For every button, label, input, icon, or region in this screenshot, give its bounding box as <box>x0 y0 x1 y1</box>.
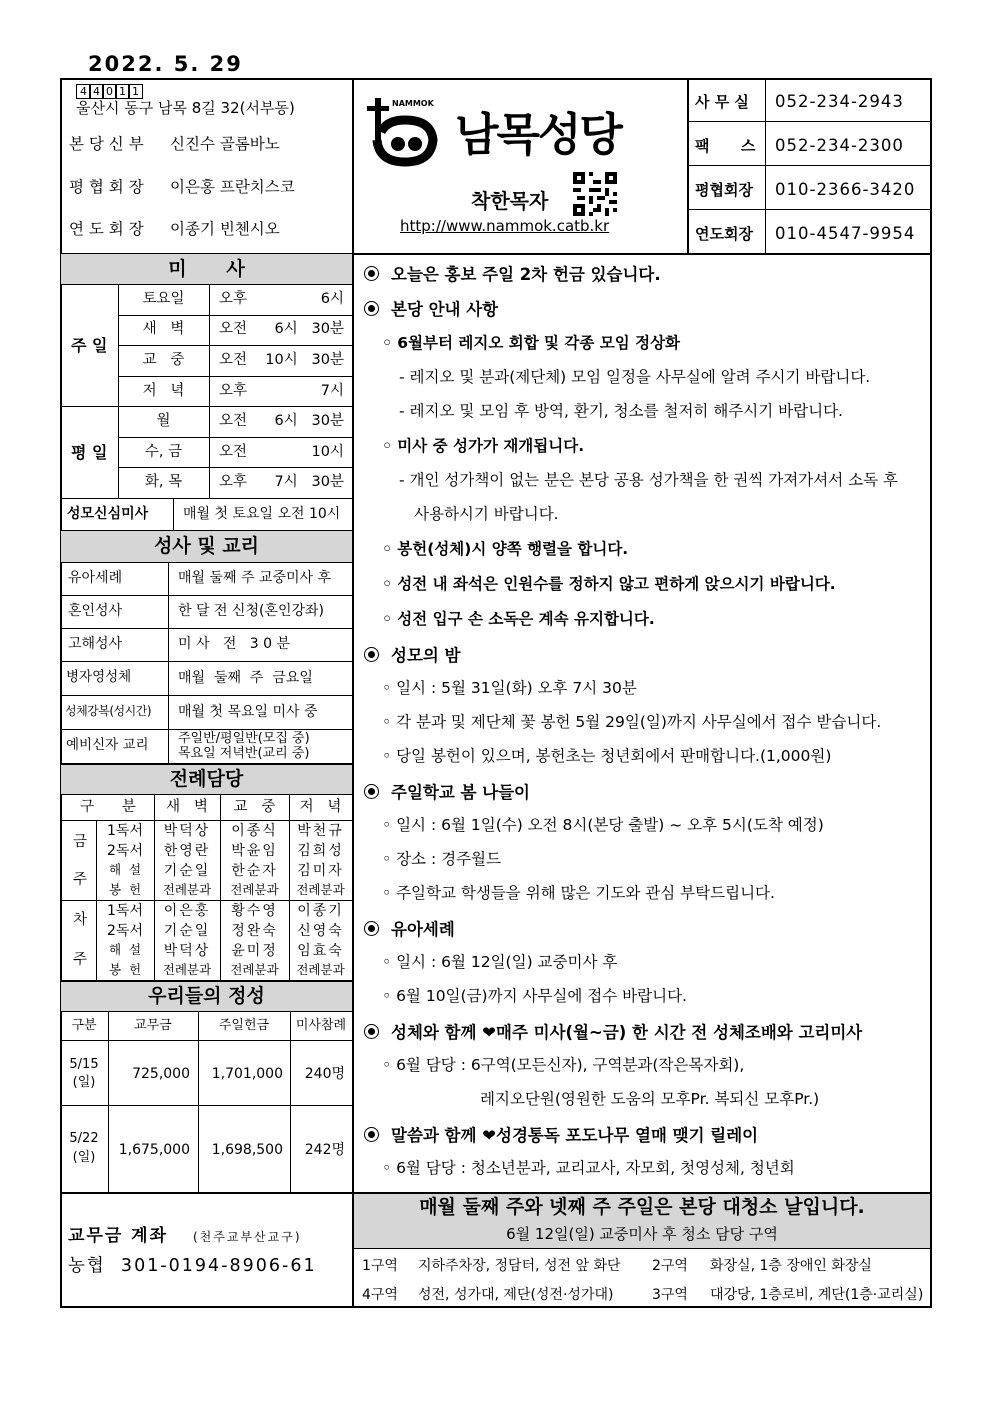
offerings-header: 주일헌금 <box>218 1018 270 1033</box>
notice-item: ◦ 장소 : 경주월드 <box>382 850 501 868</box>
notice-detail: 레지오단원(영원한 도움의 모후Pr. 복되신 모후Pr.) <box>480 1090 820 1108</box>
offerings-header: 교무금 <box>134 1018 172 1033</box>
liturgy-person: 기순일 <box>163 863 211 879</box>
liturgy-role: 1독서 <box>107 903 143 919</box>
weekday-label: 평 일 <box>71 443 108 462</box>
cleaning-place: 성전, 성가대, 제단(성전·성가대) <box>418 1287 614 1303</box>
account-label: 교무금 계좌 <box>68 1226 169 1246</box>
liturgy-person: 박천규 <box>297 823 344 839</box>
liturgy-person: 신영숙 <box>297 923 344 939</box>
motto: 착한목자 <box>471 189 549 213</box>
contact-label: 팩 스 <box>695 137 756 155</box>
header-label: 연 도 회 장 <box>69 220 144 238</box>
liturgy-role: 해 설 <box>108 862 142 877</box>
offerings-header: 구분 <box>71 1018 97 1033</box>
mass-time: 10시 <box>311 444 344 460</box>
liturgy-person: 황수영 <box>231 903 278 919</box>
divider <box>60 1011 353 1012</box>
sacrament-label: 고해성사 <box>68 636 123 652</box>
liturgy-person: 전례분과 <box>230 882 279 897</box>
bullet-circle-icon <box>364 266 379 281</box>
notice-heading-text: 유아세례 <box>391 920 455 939</box>
liturgy-person: 한영란 <box>163 843 211 859</box>
liturgy-person: 이종식 <box>231 823 278 839</box>
notice-subitem: ◦ 6월부터 레지오 회합 및 각종 모임 정상화 <box>382 334 681 352</box>
offering-dues: 1,675,000 <box>118 1142 190 1158</box>
postal-digit: 4 <box>89 84 104 99</box>
mass-day: 토요일 <box>142 291 185 307</box>
notice-item: ◦ 6월 담당 : 6구역(모든신자), 구역분과(작은목자회), <box>382 1056 745 1074</box>
cleaning-place: 대강당, 1층로비, 계단(1층·교리실) <box>710 1287 924 1303</box>
account-number: 농협 301-0194-8906-61 <box>68 1256 317 1276</box>
liturgy-person: 정완숙 <box>231 923 278 939</box>
mass-day: 교 중 <box>142 352 185 368</box>
notice-heading <box>364 1024 862 1042</box>
divider <box>60 284 353 285</box>
notice-subitem: ◦ 봉헌(성체)시 양쪽 행렬을 합니다. <box>382 540 629 558</box>
offering-attendance: 240명 <box>304 1066 345 1082</box>
divider <box>687 121 932 122</box>
mass-section-title: 미 사 <box>61 254 352 284</box>
liturgy-header: 저 녁 <box>299 799 342 815</box>
marian-mass-label: 성모신심미사 <box>67 506 149 522</box>
mass-day: 화, 목 <box>144 474 183 490</box>
mass-time: 10시 30분 <box>265 352 344 368</box>
postal-digit: 0 <box>102 84 117 99</box>
mass-day: 새 벽 <box>142 321 185 337</box>
liturgy-header: 새 벽 <box>166 799 208 815</box>
mass-day: 수, 금 <box>144 444 183 460</box>
divider <box>198 1011 199 1192</box>
qr-code-icon <box>573 172 617 216</box>
sacrament-value: 목요일 저녁반(교리 중) <box>178 746 310 761</box>
liturgy-person: 전례분과 <box>296 882 345 897</box>
divider <box>118 345 353 346</box>
notice-heading-text: 성체와 함께 ❤매주 미사(월~금) 한 시간 전 성체조배와 고리미사 <box>391 1023 863 1042</box>
liturgy-person: 전례분과 <box>230 962 279 977</box>
notice-item: ◦ 각 분과 및 제단체 꽃 봉헌 5월 29일(일)까지 사무실에서 접수 받습니다. <box>382 713 882 731</box>
divider <box>118 376 353 377</box>
notice-item: ◦ 일시 : 6월 12일(일) 교중미사 후 <box>382 953 618 971</box>
mass-time: 6시 30분 <box>274 413 344 429</box>
sacrament-value: 매월 둘째 주 교중미사 후 <box>178 570 332 586</box>
divider <box>60 1105 353 1106</box>
account-sub: (천주교부산교구) <box>193 1230 302 1244</box>
liturgy-person: 전례분과 <box>162 882 212 897</box>
sacrament-value: 매월 둘째 주 금요일 <box>178 670 313 686</box>
bullet-circle-icon <box>364 1024 379 1039</box>
liturgy-person: 한순자 <box>231 863 278 879</box>
contact-number: 010-4547-9954 <box>775 224 916 243</box>
liturgy-person: 윤미정 <box>231 943 278 959</box>
offering-attendance: 242명 <box>304 1142 345 1158</box>
contact-number: 052-234-2300 <box>775 136 904 155</box>
liturgy-person: 박덕상 <box>163 823 211 839</box>
contact-number: 010-2366-3420 <box>775 180 916 199</box>
contact-number: 052-234-2943 <box>775 92 904 111</box>
offering-date: 5/15 <box>69 1057 99 1072</box>
notice-heading <box>364 301 498 319</box>
mass-ampm: 오후 <box>219 383 248 399</box>
notice-heading-text: 오늘은 홍보 주일 2차 헌금 있습니다. <box>391 265 661 284</box>
sacrament-value: 주일반/평일반(모집 중) <box>178 731 310 746</box>
offering-date: 5/22 <box>69 1131 99 1146</box>
divider <box>168 562 169 764</box>
bullet-circle-icon <box>364 921 379 936</box>
divider <box>290 1011 291 1192</box>
notice-heading-text: 주일학교 봄 나들이 <box>391 783 531 802</box>
liturgy-person: 임효숙 <box>297 943 344 959</box>
bullet-circle-icon <box>364 1127 379 1142</box>
liturgy-header: 구 분 <box>80 799 136 815</box>
notice-heading <box>364 921 455 939</box>
divider <box>60 900 353 901</box>
notice-item: ◦ 주일학교 학생들을 위해 많은 기도와 관심 부탁드립니다. <box>382 884 775 902</box>
notice-heading-text: 말씀과 함께 ❤성경통독 포도나무 열매 맺기 릴레이 <box>391 1126 759 1145</box>
mass-time: 6시 <box>320 291 344 307</box>
sacrament-label: 예비신자 교리 <box>66 737 149 753</box>
mass-day: 월 <box>156 413 171 429</box>
offering-collection: 1,698,500 <box>211 1142 283 1158</box>
contact-label: 평협회장 <box>695 181 753 199</box>
postal-digit: 4 <box>76 84 91 99</box>
liturgy-person: 김희성 <box>297 843 344 859</box>
this-week-label: 주 <box>73 872 88 888</box>
liturgy-header: 교 중 <box>233 799 276 815</box>
sunday-label: 주 일 <box>71 336 108 355</box>
sacrament-label: 혼인성사 <box>68 603 123 619</box>
offering-collection: 1,701,000 <box>211 1066 283 1082</box>
sacrament-label: 성체강복(성시간) <box>65 704 152 718</box>
divider <box>352 1248 932 1249</box>
divider <box>60 1192 353 1194</box>
divider <box>118 437 353 438</box>
divider <box>60 406 353 407</box>
next-week-label: 주 <box>73 952 88 968</box>
divider <box>765 78 766 254</box>
notice-item: ◦ 당일 봉헌이 있으며, 봉헌초는 청년회에서 판매합니다.(1,000원) <box>382 747 832 765</box>
liturgy-person: 기순일 <box>163 923 211 939</box>
offering-day: (일) <box>72 1075 96 1090</box>
divider <box>60 562 353 563</box>
mass-ampm: 오전 <box>219 444 248 460</box>
sacraments-section-title: 성사 및 교리 <box>61 531 352 562</box>
bulletin-date: 2022. 5. 29 <box>88 52 243 76</box>
divider <box>687 165 932 166</box>
divider <box>60 661 353 662</box>
offering-day: (일) <box>72 1150 96 1165</box>
cleaning-place: 화장실, 1층 장애인 화장실 <box>710 1258 872 1274</box>
header-value: 이은홍 프란치스코 <box>170 178 295 196</box>
liturgy-person: 박덕상 <box>163 943 211 959</box>
liturgy-person: 김미자 <box>297 863 344 879</box>
header-value: 이종기 빈첸시오 <box>170 220 280 238</box>
cleaning-place: 지하주차장, 정담터, 성전 앞 화단 <box>418 1258 621 1274</box>
divider <box>60 729 353 730</box>
divider <box>118 315 353 316</box>
divider <box>60 695 353 696</box>
divider <box>60 498 353 499</box>
notice-item: ◦ 6월 10일(금)까지 사무실에 접수 바랍니다. <box>382 987 687 1005</box>
divider <box>173 498 174 530</box>
divider <box>352 78 354 1308</box>
liturgy-role: 2독서 <box>107 843 143 859</box>
notice-heading-text: 본당 안내 사항 <box>391 300 499 319</box>
header-label: 본 당 신 부 <box>69 135 144 153</box>
marian-mass-value: 매월 첫 토요일 오전 10시 <box>183 506 341 522</box>
liturgy-role: 해 설 <box>108 942 142 957</box>
notice-heading-text: 성모의 밤 <box>391 646 461 665</box>
this-week-label: 금 <box>73 834 88 850</box>
cleaning-zone: 2구역 <box>652 1258 688 1274</box>
liturgy-role: 2독서 <box>107 923 143 939</box>
offerings-header: 미사참례 <box>295 1018 347 1033</box>
sacrament-value: 미 사 전 3 0 분 <box>178 636 290 652</box>
mass-ampm: 오후 <box>219 474 248 490</box>
notice-heading <box>364 1127 758 1145</box>
logo-small-text: NAMMOK <box>392 99 434 108</box>
liturgy-person: 이은홍 <box>163 903 211 919</box>
mass-time: 6시 30분 <box>274 321 344 337</box>
header-value: 신진수 골롬바노 <box>170 135 280 153</box>
church-name: 남목성당 <box>455 108 621 161</box>
liturgy-person: 이종기 <box>297 903 344 919</box>
mass-ampm: 오전 <box>219 321 248 337</box>
cleaning-zone: 1구역 <box>362 1258 398 1274</box>
contact-label: 사 무 실 <box>695 93 749 111</box>
sacrament-value: 매월 첫 목요일 미사 중 <box>178 704 318 720</box>
notice-heading <box>364 784 530 802</box>
notice-subitem: ◦ 성전 내 좌석은 인원수를 정하지 않고 편하게 앉으시기 바랍니다. <box>382 575 836 593</box>
mass-day: 저 녁 <box>142 383 185 399</box>
divider <box>60 820 353 821</box>
postal-digit: 1 <box>115 84 130 99</box>
notice-detail: 사용하시기 바랍니다. <box>414 505 559 523</box>
sacrament-label: 유아세례 <box>68 570 123 586</box>
liturgy-role: 봉 헌 <box>108 882 142 897</box>
notice-heading <box>364 647 461 665</box>
notice-item: ◦ 일시 : 5월 31일(화) 오후 7시 30분 <box>382 679 637 697</box>
next-week-label: 차 <box>73 912 88 928</box>
liturgy-person: 박윤임 <box>231 843 278 859</box>
notice-subitem: ◦ 성전 입구 손 소독은 계속 유지합니다. <box>382 610 655 628</box>
notice-detail: - 개인 성가책이 없는 분은 본당 공용 성가책을 한 권씩 가져가셔서 소독 후 <box>399 471 898 489</box>
bullet-circle-icon <box>364 301 379 316</box>
church-address: 울산시 동구 남목 8길 32(서부동) <box>76 99 295 117</box>
divider <box>118 467 353 468</box>
notice-detail: - 레지오 및 모임 후 방역, 환기, 청소를 철저히 해주시기 바랍니다. <box>399 402 843 420</box>
liturgy-role: 1독서 <box>107 823 143 839</box>
postal-digit: 1 <box>128 84 143 99</box>
header-label: 평 협 회 장 <box>69 178 144 196</box>
bullet-circle-icon <box>364 784 379 799</box>
divider <box>60 794 353 795</box>
notice-item: ◦ 일시 : 6월 1일(수) 오전 8시(본당 출발) ~ 오후 5시(도착 예정) <box>382 816 824 834</box>
divider <box>687 209 932 210</box>
offering-dues: 725,000 <box>132 1066 190 1082</box>
divider <box>687 78 689 254</box>
divider <box>60 595 353 596</box>
mass-ampm: 오후 <box>219 291 248 307</box>
cleaning-subtitle: 6월 12일(일) 교중미사 후 청소 담당 구역 <box>506 1225 778 1243</box>
liturgy-person: 전례분과 <box>162 962 212 977</box>
website-link[interactable]: http://www.nammok.catb.kr <box>400 217 610 235</box>
notice-subitem: ◦ 미사 중 성가가 재개됩니다. <box>382 437 585 455</box>
mass-time: 7시 <box>320 383 344 399</box>
mass-time: 7시 30분 <box>274 474 344 490</box>
divider <box>60 628 353 629</box>
cleaning-zone: 3구역 <box>652 1287 688 1303</box>
liturgy-person: 전례분과 <box>296 962 345 977</box>
bullet-circle-icon <box>364 647 379 662</box>
liturgy-section-title: 전례담당 <box>61 765 352 794</box>
cleaning-title: 매월 둘째 주와 넷째 주 주일은 본당 대청소 날입니다. <box>419 1196 865 1218</box>
mass-ampm: 오전 <box>219 352 248 368</box>
divider <box>60 1040 353 1041</box>
notice-detail: - 레지오 및 분과(제단체) 모임 일정을 사무실에 알려 주시기 바랍니다. <box>399 368 871 386</box>
mass-ampm: 오전 <box>219 413 248 429</box>
contact-label: 연도회장 <box>695 225 753 243</box>
sacrament-value: 한 달 전 신청(혼인강좌) <box>178 603 324 619</box>
notice-item: ◦ 6월 담당 : 청소년분과, 교리교사, 자모회, 첫영성체, 청년회 <box>382 1159 795 1177</box>
liturgy-role: 봉 헌 <box>108 962 142 977</box>
offerings-section-title: 우리들의 정성 <box>61 982 352 1011</box>
cleaning-zone: 4구역 <box>362 1287 398 1303</box>
sacrament-label: 병자영성체 <box>66 669 132 685</box>
notice-heading <box>364 266 661 284</box>
divider <box>108 1011 109 1192</box>
